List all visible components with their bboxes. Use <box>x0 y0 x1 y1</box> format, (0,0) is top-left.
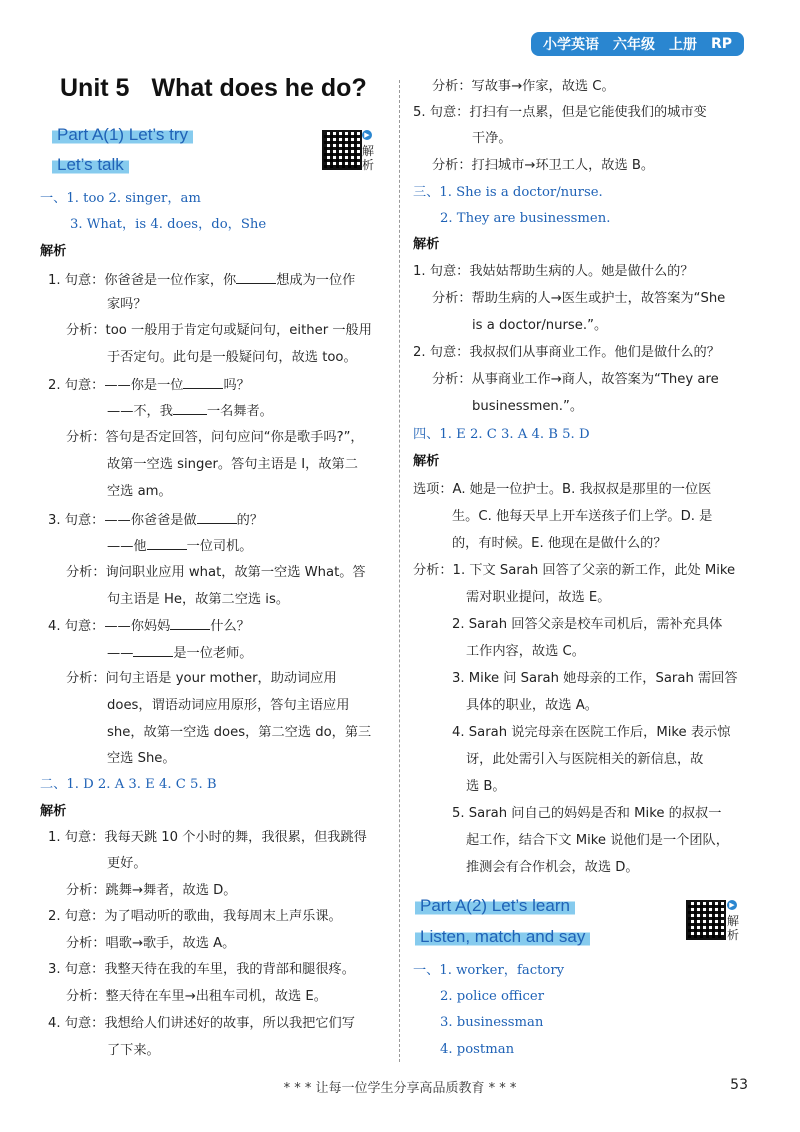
section-one-answers: 一、1. too 2. singer，am <box>40 191 201 206</box>
text-line: ——不，我 一名舞者。 <box>107 404 273 419</box>
text-line: 分析：1. 下文 Sarah 回答了父亲的新工作，此处 Mike <box>413 563 736 578</box>
text-line: 推测会有合作机会，故选 D。 <box>466 860 639 875</box>
text-line: 4. 句意：——你妈妈 什么？ <box>48 619 250 634</box>
text-line: 3. 句意：——你爸爸是做 的？ <box>48 513 264 528</box>
text-line: 选项：A. 她是一位护士。B. 我叔叔是那里的一位医 <box>413 482 712 497</box>
qr-caption: 解析 <box>362 144 375 172</box>
text-line: businessmen.”。 <box>472 399 584 414</box>
header-tab <box>531 32 744 56</box>
text-line: 3. 句意：我整天待在我的车里，我的背部和腿很疼。 <box>48 962 355 977</box>
text-line: 讶，此处需引入与医院相关的新信息，故 <box>466 752 704 767</box>
answer-line: 3. businessman <box>440 1015 544 1030</box>
page-number: 53 <box>730 1077 748 1093</box>
text-line: 分析：too 一般用于肯定句或疑问句，either 一般用 <box>66 323 372 338</box>
qr-caption: 解析 <box>727 914 740 942</box>
text-line: 4. 句意：我想给人们讲述好的故事，所以我把它们写 <box>48 1016 355 1031</box>
part-a1-subtitle: Let’s talk <box>52 154 129 176</box>
text-line: 2. 句意：——你是一位 吗？ <box>48 378 250 393</box>
text-line: 5. Sarah 问自己的妈妈是否和 Mike 的叔叔一 <box>452 806 722 821</box>
play-icon: ▶ <box>362 130 372 140</box>
text-line: 2. 句意：为了唱动听的歌曲，我每周末上声乐课。 <box>48 909 342 924</box>
answer-line: 3. What，is 4. does，do，She <box>70 217 267 232</box>
section-four-answers: 四、1. E 2. C 3. A 4. B 5. D <box>413 427 590 442</box>
text-line: 1. 句意：我姑姑帮助生病的人。她是做什么的？ <box>413 264 694 279</box>
text-line: 空选 She。 <box>107 751 176 766</box>
text-line: 句主语是 He，故第二空选 is。 <box>107 592 290 607</box>
text-line: 干净。 <box>472 131 512 146</box>
section-five-answers: 一、1. worker，factory <box>413 963 565 978</box>
answer-line: 2. They are businessmen. <box>440 211 611 226</box>
section-three-answers: 三、1. She is a doctor/nurse. <box>413 185 603 200</box>
text-line: 具体的职业，故选 A。 <box>466 698 598 713</box>
text-line: 分析：整天待在车里→出租车司机，故选 E。 <box>66 989 327 1004</box>
text-line: 分析：帮助生病的人→医生或护士，故答案为“She <box>432 291 726 306</box>
qr-code-icon[interactable] <box>322 130 362 170</box>
text-line: 了下来。 <box>107 1043 160 1058</box>
text-line: 2. 句意：我叔叔们从事商业工作。他们是做什么的？ <box>413 345 720 360</box>
text-line: 2. Sarah 回答父亲是校车司机后，需补充具体 <box>452 617 723 632</box>
text-line: 4. Sarah 说完母亲在医院工作后，Mike 表示惊 <box>452 725 731 740</box>
unit-number: Unit 5 <box>60 74 130 102</box>
text-line: 分析：唱歌→歌手，故选 A。 <box>66 936 236 951</box>
text-line: 生。C. 他每天早上开车送孩子们上学。D. 是 <box>452 509 713 524</box>
text-line: 需对职业提问，故选 E。 <box>466 590 611 605</box>
unit-title <box>60 74 367 103</box>
text-line: 分析：从事商业工作→商人，故答案为“They are <box>432 372 719 387</box>
answer-line: 4. postman <box>440 1042 515 1057</box>
text-line: 分析：询问职业应用 what，故第一空选 What。答 <box>66 565 366 580</box>
text-line: 工作内容，故选 C。 <box>466 644 585 659</box>
section-two-answers: 二、1. D 2. A 3. E 4. C 5. B <box>40 777 217 792</box>
text-line: 5. 句意：打扫有一点累，但是它能使我们的城市变 <box>413 105 707 120</box>
play-icon: ▶ <box>727 900 737 910</box>
analysis-heading: 解析 <box>413 237 440 252</box>
part-a2-subtitle: Listen, match and say <box>415 926 590 948</box>
text-line: 于否定句。此句是一般疑问句，故选 too。 <box>107 350 357 365</box>
text-line: 选 B。 <box>466 779 506 794</box>
part-a2-title: Part A(2) Let’s learn <box>415 895 575 917</box>
analysis-heading: 解析 <box>413 454 440 469</box>
grade-label: 六年级 <box>612 37 655 53</box>
unit-heading: What does he do? <box>151 74 367 102</box>
analysis-heading: 解析 <box>40 804 67 819</box>
text-line: 3. Mike 问 Sarah 她母亲的工作，Sarah 需回答 <box>452 671 738 686</box>
part-a1-title: Part A(1) Let’s try <box>52 124 193 146</box>
text-line: 家吗？ <box>107 297 147 312</box>
qr-code-icon[interactable] <box>686 900 726 940</box>
text-line: 分析：问句主语是 your mother，助动词应用 <box>66 671 337 686</box>
edition-label: RP <box>710 36 732 52</box>
text-line: 空选 am。 <box>107 484 172 499</box>
text-line: 1. 句意：我每天跳 10 个小时的舞，我很累，但我跳得 <box>48 830 367 845</box>
text-line: 分析：跳舞→舞者，故选 D。 <box>66 883 237 898</box>
text-line: she，故第一空选 does，第二空选 do，第三 <box>107 725 372 740</box>
volume-label: 上册 <box>668 37 697 53</box>
text-line: 故第一空选 singer。答句主语是 I，故第二 <box>107 457 358 472</box>
text-line: 分析：答句是否定回答，问句应问“你是歌手吗?”， <box>66 430 364 445</box>
text-line: 1. 句意：你爸爸是一位作家，你 想成为一位作 <box>48 273 356 288</box>
text-line: 分析：写故事→作家，故选 C。 <box>432 79 615 94</box>
text-line: ——他 一位司机。 <box>107 539 253 554</box>
text-line: 起工作，结合下文 Mike 说他们是一个团队， <box>466 833 729 848</box>
answer-line: 2. police officer <box>440 989 544 1004</box>
column-divider <box>399 80 400 1062</box>
text-line: is a doctor/nurse.”。 <box>472 318 608 333</box>
text-line: 分析：打扫城市→环卫工人，故选 B。 <box>432 158 655 173</box>
text-line: 更好。 <box>107 856 147 871</box>
text-line: —— 是一位老师。 <box>107 646 253 661</box>
footer-slogan: * * * 让每一位学生分享高品质教育 * * * <box>283 1081 517 1096</box>
text-line: 的，有时候。E. 他现在是做什么的？ <box>452 536 667 551</box>
analysis-heading: 解析 <box>40 244 67 259</box>
text-line: does，谓语动词应用原形，答句主语应用 <box>107 698 350 713</box>
subject-label: 小学英语 <box>542 37 599 53</box>
